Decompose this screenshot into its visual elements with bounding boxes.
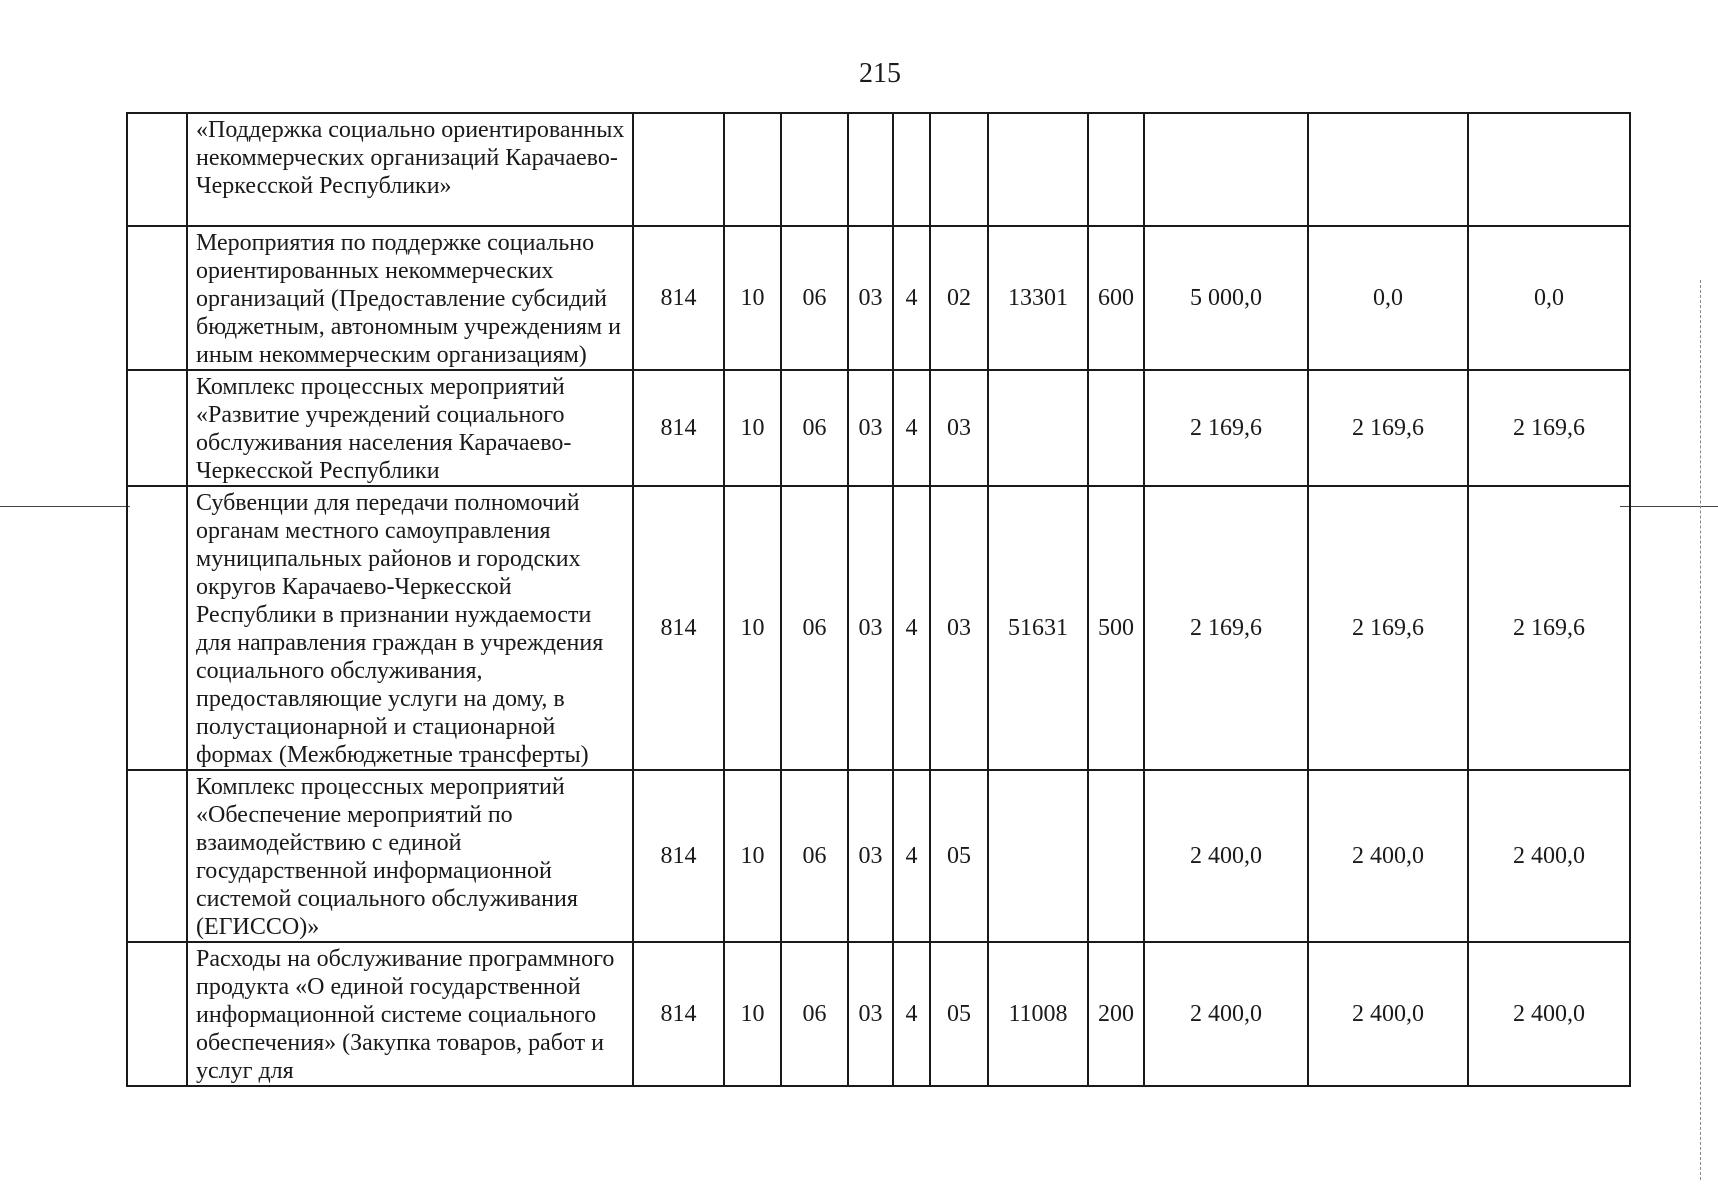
- table-row: [127, 770, 1630, 942]
- csr1-cell: 03: [848, 226, 893, 370]
- csr3-cell: 05: [930, 770, 988, 942]
- gr-cell: 814: [633, 942, 724, 1086]
- budget-table: [126, 112, 1631, 1087]
- year3-amount: [1468, 113, 1630, 226]
- csr2-cell: 4: [893, 486, 930, 770]
- csr4-cell: 51631: [988, 486, 1088, 770]
- csr4-cell: [988, 770, 1088, 942]
- csr2-cell: 4: [893, 942, 930, 1086]
- table-row: [127, 113, 1630, 226]
- year1-amount: [1144, 113, 1308, 226]
- row-index-cell: [127, 113, 187, 226]
- gr-cell: [633, 113, 724, 226]
- csr2-cell: [893, 113, 930, 226]
- vr-cell: 500: [1088, 486, 1144, 770]
- table-row: [127, 226, 1630, 370]
- csr3-cell: 05: [930, 942, 988, 1086]
- description-cell: Субвенции для передачи полномочий органам местного самоуправления муниципальных районов и городских округов Карачаево-Черкесской Республики в признании нуждаемости для направления граждан в учреждения социального обслуживания, предоставляющие услуги на дому, в полустационарной и стационарной формах (Межбюджетные трансферты): [187, 486, 633, 770]
- vr-cell: [1088, 370, 1144, 486]
- year1-amount: 5 000,0: [1144, 226, 1308, 370]
- csr1-cell: 03: [848, 770, 893, 942]
- vr-cell: [1088, 113, 1144, 226]
- vr-cell: 600: [1088, 226, 1144, 370]
- scan-line-left: [0, 506, 130, 507]
- pr-cell: 06: [781, 226, 848, 370]
- row-index-cell: [127, 370, 187, 486]
- rz-cell: 10: [724, 486, 781, 770]
- year2-amount: 2 169,6: [1308, 486, 1468, 770]
- csr1-cell: 03: [848, 486, 893, 770]
- scan-margin-mark: [1700, 280, 1702, 1180]
- description-cell: Комплекс процессных мероприятий «Обеспечение мероприятий по взаимодействию с единой государственной информационной системой социального обслуживания (ЕГИССО)»: [187, 770, 633, 942]
- year1-amount: 2 400,0: [1144, 770, 1308, 942]
- year3-amount: 2 400,0: [1468, 770, 1630, 942]
- gr-cell: 814: [633, 370, 724, 486]
- gr-cell: 814: [633, 486, 724, 770]
- csr3-cell: 03: [930, 486, 988, 770]
- pr-cell: 06: [781, 942, 848, 1086]
- row-index-cell: [127, 226, 187, 370]
- pr-cell: 06: [781, 770, 848, 942]
- rz-cell: [724, 113, 781, 226]
- row-index-cell: [127, 942, 187, 1086]
- description-cell: Мероприятия по поддержке социально ориентированных некоммерческих организаций (Предоставление субсидий бюджетным, автономным учреждениям и иным некоммерческим организациям): [187, 226, 633, 370]
- table-row: [127, 370, 1630, 486]
- year2-amount: 2 400,0: [1308, 942, 1468, 1086]
- vr-cell: [1088, 770, 1144, 942]
- year3-amount: 2 400,0: [1468, 942, 1630, 1086]
- rz-cell: 10: [724, 770, 781, 942]
- year3-amount: 2 169,6: [1468, 370, 1630, 486]
- row-index-cell: [127, 486, 187, 770]
- csr1-cell: 03: [848, 370, 893, 486]
- csr4-cell: 11008: [988, 942, 1088, 1086]
- csr3-cell: 03: [930, 370, 988, 486]
- year2-amount: 2 400,0: [1308, 770, 1468, 942]
- csr1-cell: [848, 113, 893, 226]
- pr-cell: [781, 113, 848, 226]
- description-cell: «Поддержка социально ориентированных некоммерческих организаций Карачаево-Черкесской Республики»: [187, 113, 633, 226]
- csr2-cell: 4: [893, 370, 930, 486]
- rz-cell: 10: [724, 942, 781, 1086]
- page-number: 215: [859, 58, 901, 89]
- csr4-cell: [988, 370, 1088, 486]
- pr-cell: 06: [781, 486, 848, 770]
- csr4-cell: [988, 113, 1088, 226]
- year2-amount: 0,0: [1308, 226, 1468, 370]
- gr-cell: 814: [633, 770, 724, 942]
- year1-amount: 2 400,0: [1144, 942, 1308, 1086]
- csr4-cell: 13301: [988, 226, 1088, 370]
- description-cell: Расходы на обслуживание программного продукта «О единой государственной информационной системе социального обеспечения» (Закупка товаров, работ и услуг для: [187, 942, 633, 1086]
- vr-cell: 200: [1088, 942, 1144, 1086]
- csr2-cell: 4: [893, 770, 930, 942]
- rz-cell: 10: [724, 226, 781, 370]
- csr3-cell: 02: [930, 226, 988, 370]
- description-cell: Комплекс процессных мероприятий «Развитие учреждений социального обслуживания населения Карачаево-Черкесской Республики: [187, 370, 633, 486]
- row-index-cell: [127, 770, 187, 942]
- csr3-cell: [930, 113, 988, 226]
- csr1-cell: 03: [848, 942, 893, 1086]
- csr2-cell: 4: [893, 226, 930, 370]
- year3-amount: 0,0: [1468, 226, 1630, 370]
- year1-amount: 2 169,6: [1144, 370, 1308, 486]
- table-row: [127, 942, 1630, 1086]
- rz-cell: 10: [724, 370, 781, 486]
- scan-line-right: [1620, 506, 1718, 507]
- year2-amount: [1308, 113, 1468, 226]
- pr-cell: 06: [781, 370, 848, 486]
- gr-cell: 814: [633, 226, 724, 370]
- year3-amount: 2 169,6: [1468, 486, 1630, 770]
- table-row: [127, 486, 1630, 770]
- year2-amount: 2 169,6: [1308, 370, 1468, 486]
- year1-amount: 2 169,6: [1144, 486, 1308, 770]
